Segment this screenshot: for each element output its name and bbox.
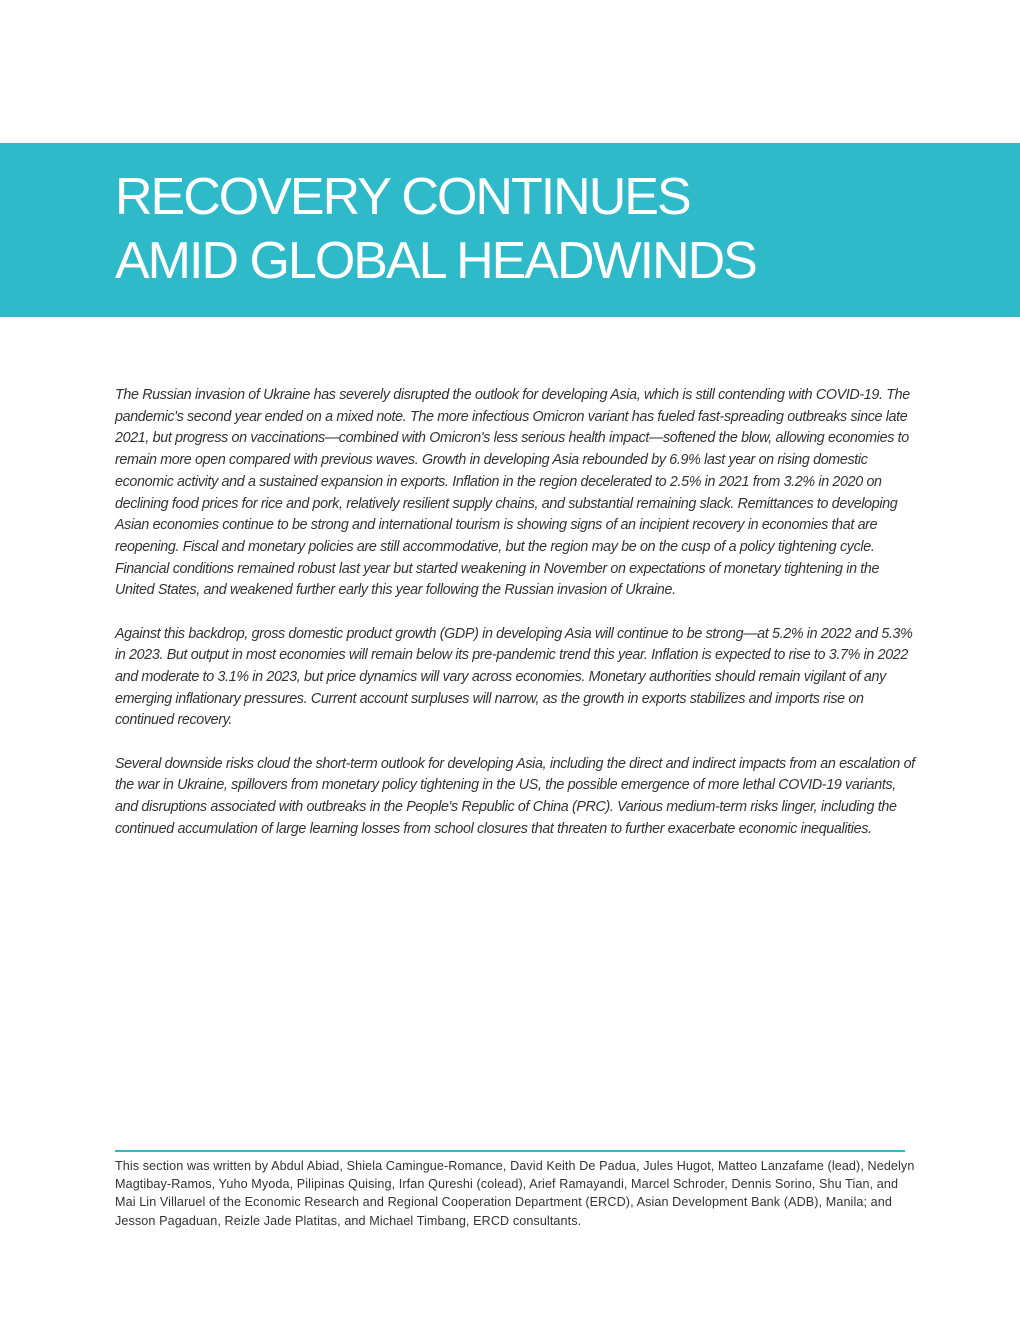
author-footnote: This section was written by Abdul Abiad, Shiela Camingue-Romance, David Keith De Padua, Jules Hugot, Matteo Lanzafame (lead), Nedelyn Magtibay-Ramos, Yuho Myoda, Pilipinas Quising, Irfan Qureshi (colead), Arief Ramayandi, Marcel Schroder, Dennis Sorino, Shu Tian, and Mai Lin Villaruel of the Economic Research and Regional Cooperation Department (ERCD), Asian Development Bank (ADB), Manila; and Jesson Pagaduan, Reizle Jade Platitas, and Michael Timbang, ERCD consultants. — [115, 1159, 915, 1228]
body-paragraph: The Russian invasion of Ukraine has severely disrupted the outlook for developing Asia, which is still contending with COVID-19. The pandemic's second year ended on a mixed note. The more infectious Omicron variant has fueled fast-spreading outbreaks since late 2021, but progress on vaccinations—combined with Omicron's less serious health impact—softened the blow, allowing economies to remain more open compared with previous waves. Growth in developing Asia rebounded by 6.9% last year on rising domestic economic activity and a sustained expansion in exports. Inflation in the region decelerated to 2.5% in 2021 from 3.2% in 2020 on declining food prices for rice and pork, relatively resilient supply chains, and substantial remaining slack. Remittances to developing Asian economies continue to be strong and international tourism is showing signs of an incipient recovery in economies that are reopening. Fiscal and monetary policies are still accommodative, but the region may be on the cusp of a policy tightening cycle. Financial conditions remained robust last year but started weakening in November on expectations of monetary tightening in the United States, and weakened further early this year following the Russian invasion of Ukraine. — [115, 387, 910, 599]
body-text — [115, 385, 915, 862]
body-paragraph: Against this backdrop, gross domestic product growth (GDP) in developing Asia will continue to be strong—at 5.2% in 2022 and 5.3% in 2023. But output in most economies will remain below its pre-pandemic trend this year. Inflation is expected to rise to 3.7% in 2022 and moderate to 3.1% in 2023, but price dynamics will vary across economies. Monetary authorities should remain vigilant of any emerging inflationary pressures. Current account surpluses will narrow, as the growth in exports stabilizes and imports rise on continued recovery. — [115, 625, 913, 729]
body-paragraph: Several downside risks cloud the short-term outlook for developing Asia, including the direct and indirect impacts from an escalation of the war in Ukraine, spillovers from monetary policy tightening in the US, the possible emergence of more lethal COVID-19 variants, and disruptions associated with outbreaks in the People's Republic of China (PRC). Various medium-term risks linger, including the continued accumulation of large learning losses from school closures that threaten to further exacerbate economic inequalities. — [115, 755, 915, 837]
page-title — [115, 165, 995, 293]
page-title-line-1: RECOVERY CONTINUES — [115, 168, 690, 226]
footnote-divider — [115, 1150, 905, 1152]
page-title-line-2: AMID GLOBAL HEADWINDS — [115, 232, 756, 290]
